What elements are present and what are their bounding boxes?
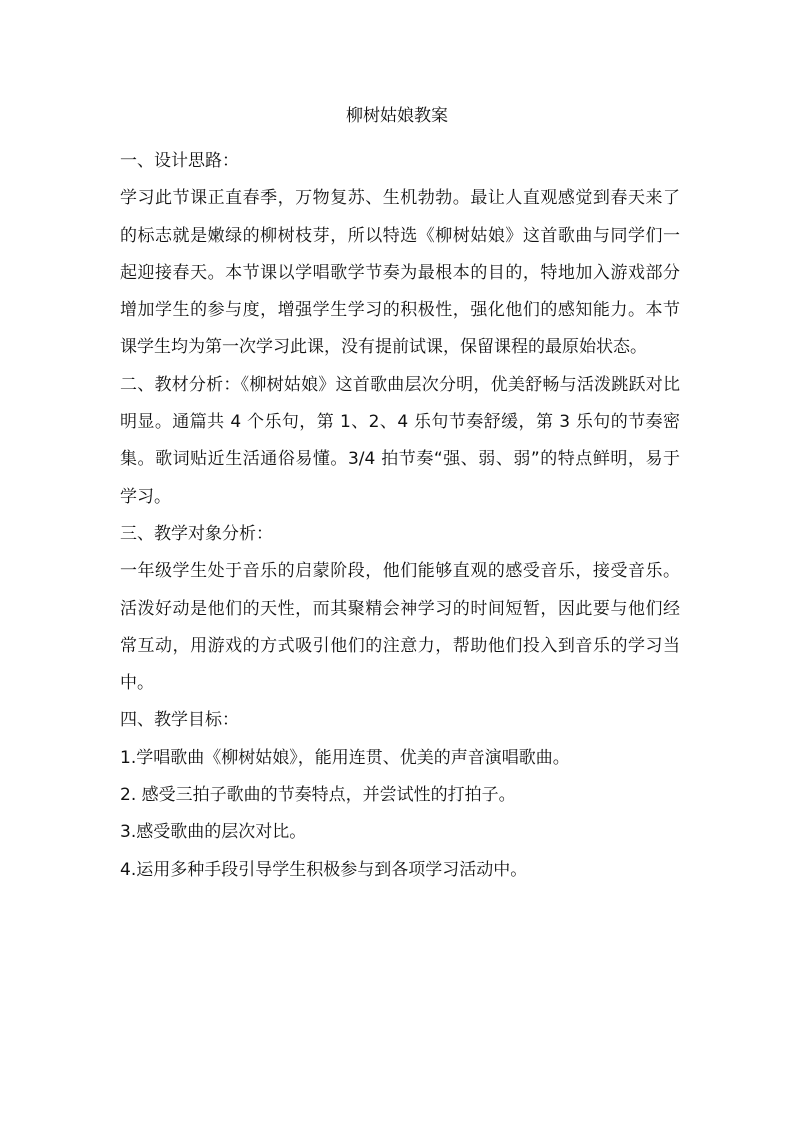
heading-teaching-goals: 四、教学目标： [120, 710, 239, 731]
paragraph-material-analysis: 二、教材分析：《柳树姑娘》这首歌曲层次分明，优美舒畅与活泼跳跃对比明显。通篇共 4 个乐句，第 1、2、4 乐句节奏舒缓，第 3 乐句的节奏密集。歌词贴近生活通俗易懂。3/4 拍节奏“强、弱、弱”的特点鲜明，易于学习。 [120, 374, 680, 507]
goal-item-4: 4.运用多种手段引导学生积极参与到各项学习活动中。 [120, 859, 528, 880]
heading-design-idea: 一、设计思路： [120, 151, 239, 171]
document-body [120, 143, 680, 889]
paragraph-design-idea: 学习此节课正直春季，万物复苏、生机勃勃。最让人直观感觉到春天来了的标志就是嫩绿的柳树枝芽，所以特选《柳树姑娘》这首歌曲与同学们一起迎接春天。本节课以学唱歌学节奏为最根本的目的，特地加入游戏部分增加学生的参与度，增强学生学习的积极性，强化他们的感知能力。本节课学生均为第一次学习此课，没有提前试课，保留课程的最原始状态。 [120, 188, 680, 358]
goal-item-1: 1.学唱歌曲《柳树姑娘》，能用连贯、优美的声音演唱歌曲。 [120, 747, 570, 768]
goal-item-3: 3.感受歌曲的层次对比。 [120, 822, 307, 843]
goal-item-2: 2. 感受三拍子歌曲的节奏特点，并尝试性的打拍子。 [120, 785, 516, 806]
paragraph-student-analysis: 一年级学生处于音乐的启蒙阶段，他们能够直观的感受音乐，接受音乐。活泼好动是他们的天性，而其聚精会神学习的时间短暂，因此要与他们经常互动，用游戏的方式吸引他们的注意力，帮助他们投入到音乐的学习当中。 [120, 561, 680, 694]
document-title: 柳树姑娘教案 [346, 106, 448, 126]
heading-student-analysis: 三、教学对象分析： [120, 523, 273, 544]
